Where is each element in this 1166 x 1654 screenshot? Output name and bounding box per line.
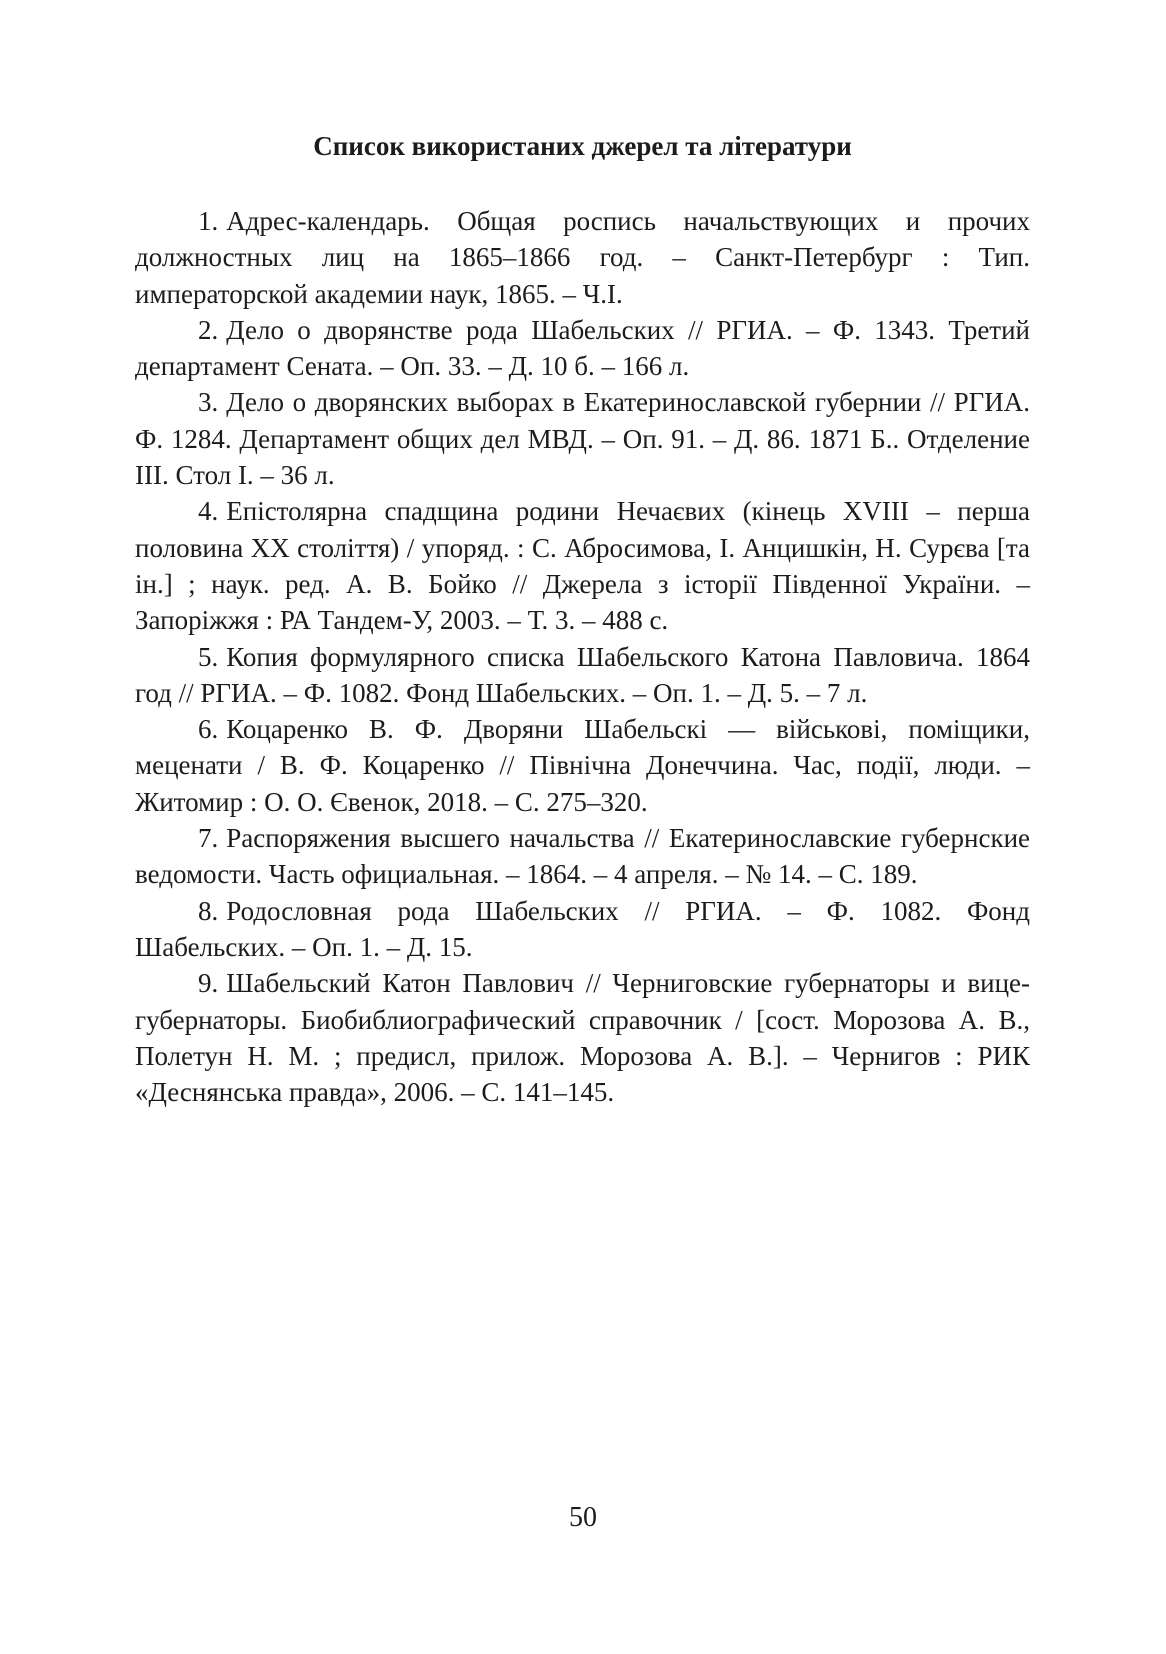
reference-item	[135, 203, 1030, 312]
reference-item	[135, 711, 1030, 820]
reference-item	[135, 820, 1030, 893]
reference-list	[135, 203, 1030, 1110]
reference-text: Дело о дворянстве рода Шабельских // РГИА. – Ф. 1343. Третий департамент Сената. – Оп. 33. – Д. 10 б. – 166 л.	[135, 314, 1030, 382]
reference-number: 1.	[198, 206, 219, 236]
reference-number: 9.	[198, 968, 219, 999]
reference-text: Коцаренко В. Ф. Дворяни Шабельскі — військові, поміщики, меценати / В. Ф. Коцаренко // Північна Донеччина. Час, події, люди. – Житомир : О. О. Євенок, 2018. – С. 275–320.	[135, 714, 1030, 817]
page-number: 50	[569, 1502, 597, 1533]
reference-number: 3.	[198, 387, 219, 418]
reference-number: 5.	[198, 641, 219, 672]
reference-number: 8.	[198, 895, 219, 926]
reference-item	[135, 893, 1030, 966]
page-title: Список використаних джерел та літератури	[313, 131, 852, 161]
reference-text: Адрес-календарь. Общая роспись начальствующих и прочих должностных лиц на 1865–1866 год. – Санкт-Петербург : Тип. императорской академии наук, 1865. – Ч.І.	[135, 206, 1030, 309]
reference-text: Родословная рода Шабельских // РГИА. – Ф. 1082. Фонд Шабельских. – Оп. 1. – Д. 15.	[135, 895, 1030, 962]
reference-item	[135, 312, 1030, 385]
reference-item	[135, 965, 1030, 1110]
reference-item	[135, 493, 1030, 638]
reference-number: 7.	[198, 823, 219, 854]
reference-number: 6.	[198, 714, 219, 745]
reference-text: Распоряжения высшего начальства // Екатеринославские губернские ведомости. Часть официальная. – 1864. – 4 апреля. – № 14. – С. 189.	[135, 823, 1030, 890]
reference-text: Дело о дворянских выборах в Екатеринославской губернии // РГИА. Ф. 1284. Департамент общих дел МВД. – Оп. 91. – Д. 86. 1871 Б.. Отделение III. Стол I. – 36 л.	[135, 387, 1030, 491]
reference-text: Епістолярна спадщина родини Нечаєвих (кінець XVIII – перша половина XX століття) / упоряд. : С. Абросимова, І. Анцишкін, Н. Сурєва [та ін.] ; наук. ред. А. В. Бойко // Джерела з історії Південної України. – Запоріжжя : РА Тандем-У, 2003. – Т. 3. – 488 с.	[135, 496, 1030, 636]
reference-item	[135, 639, 1030, 712]
reference-number: 2.	[198, 314, 219, 345]
reference-text: Шабельский Катон Павлович // Черниговские губернаторы и вице-губернаторы. Биобиблиографический справочник / [сост. Морозова А. В., Полетун Н. М. ; предисл, прилож. Морозова А. В.]. – Чернигов : РИК «Деснянська правда», 2006. – С. 141–145.	[135, 968, 1030, 1108]
reference-text: Копия формулярного списка Шабельского Катона Павловича. 1864 год // РГИА. – Ф. 1082. Фонд Шабельских. – Оп. 1. – Д. 5. – 7 л.	[135, 641, 1030, 708]
reference-number: 4.	[198, 496, 219, 527]
reference-item	[135, 384, 1030, 493]
